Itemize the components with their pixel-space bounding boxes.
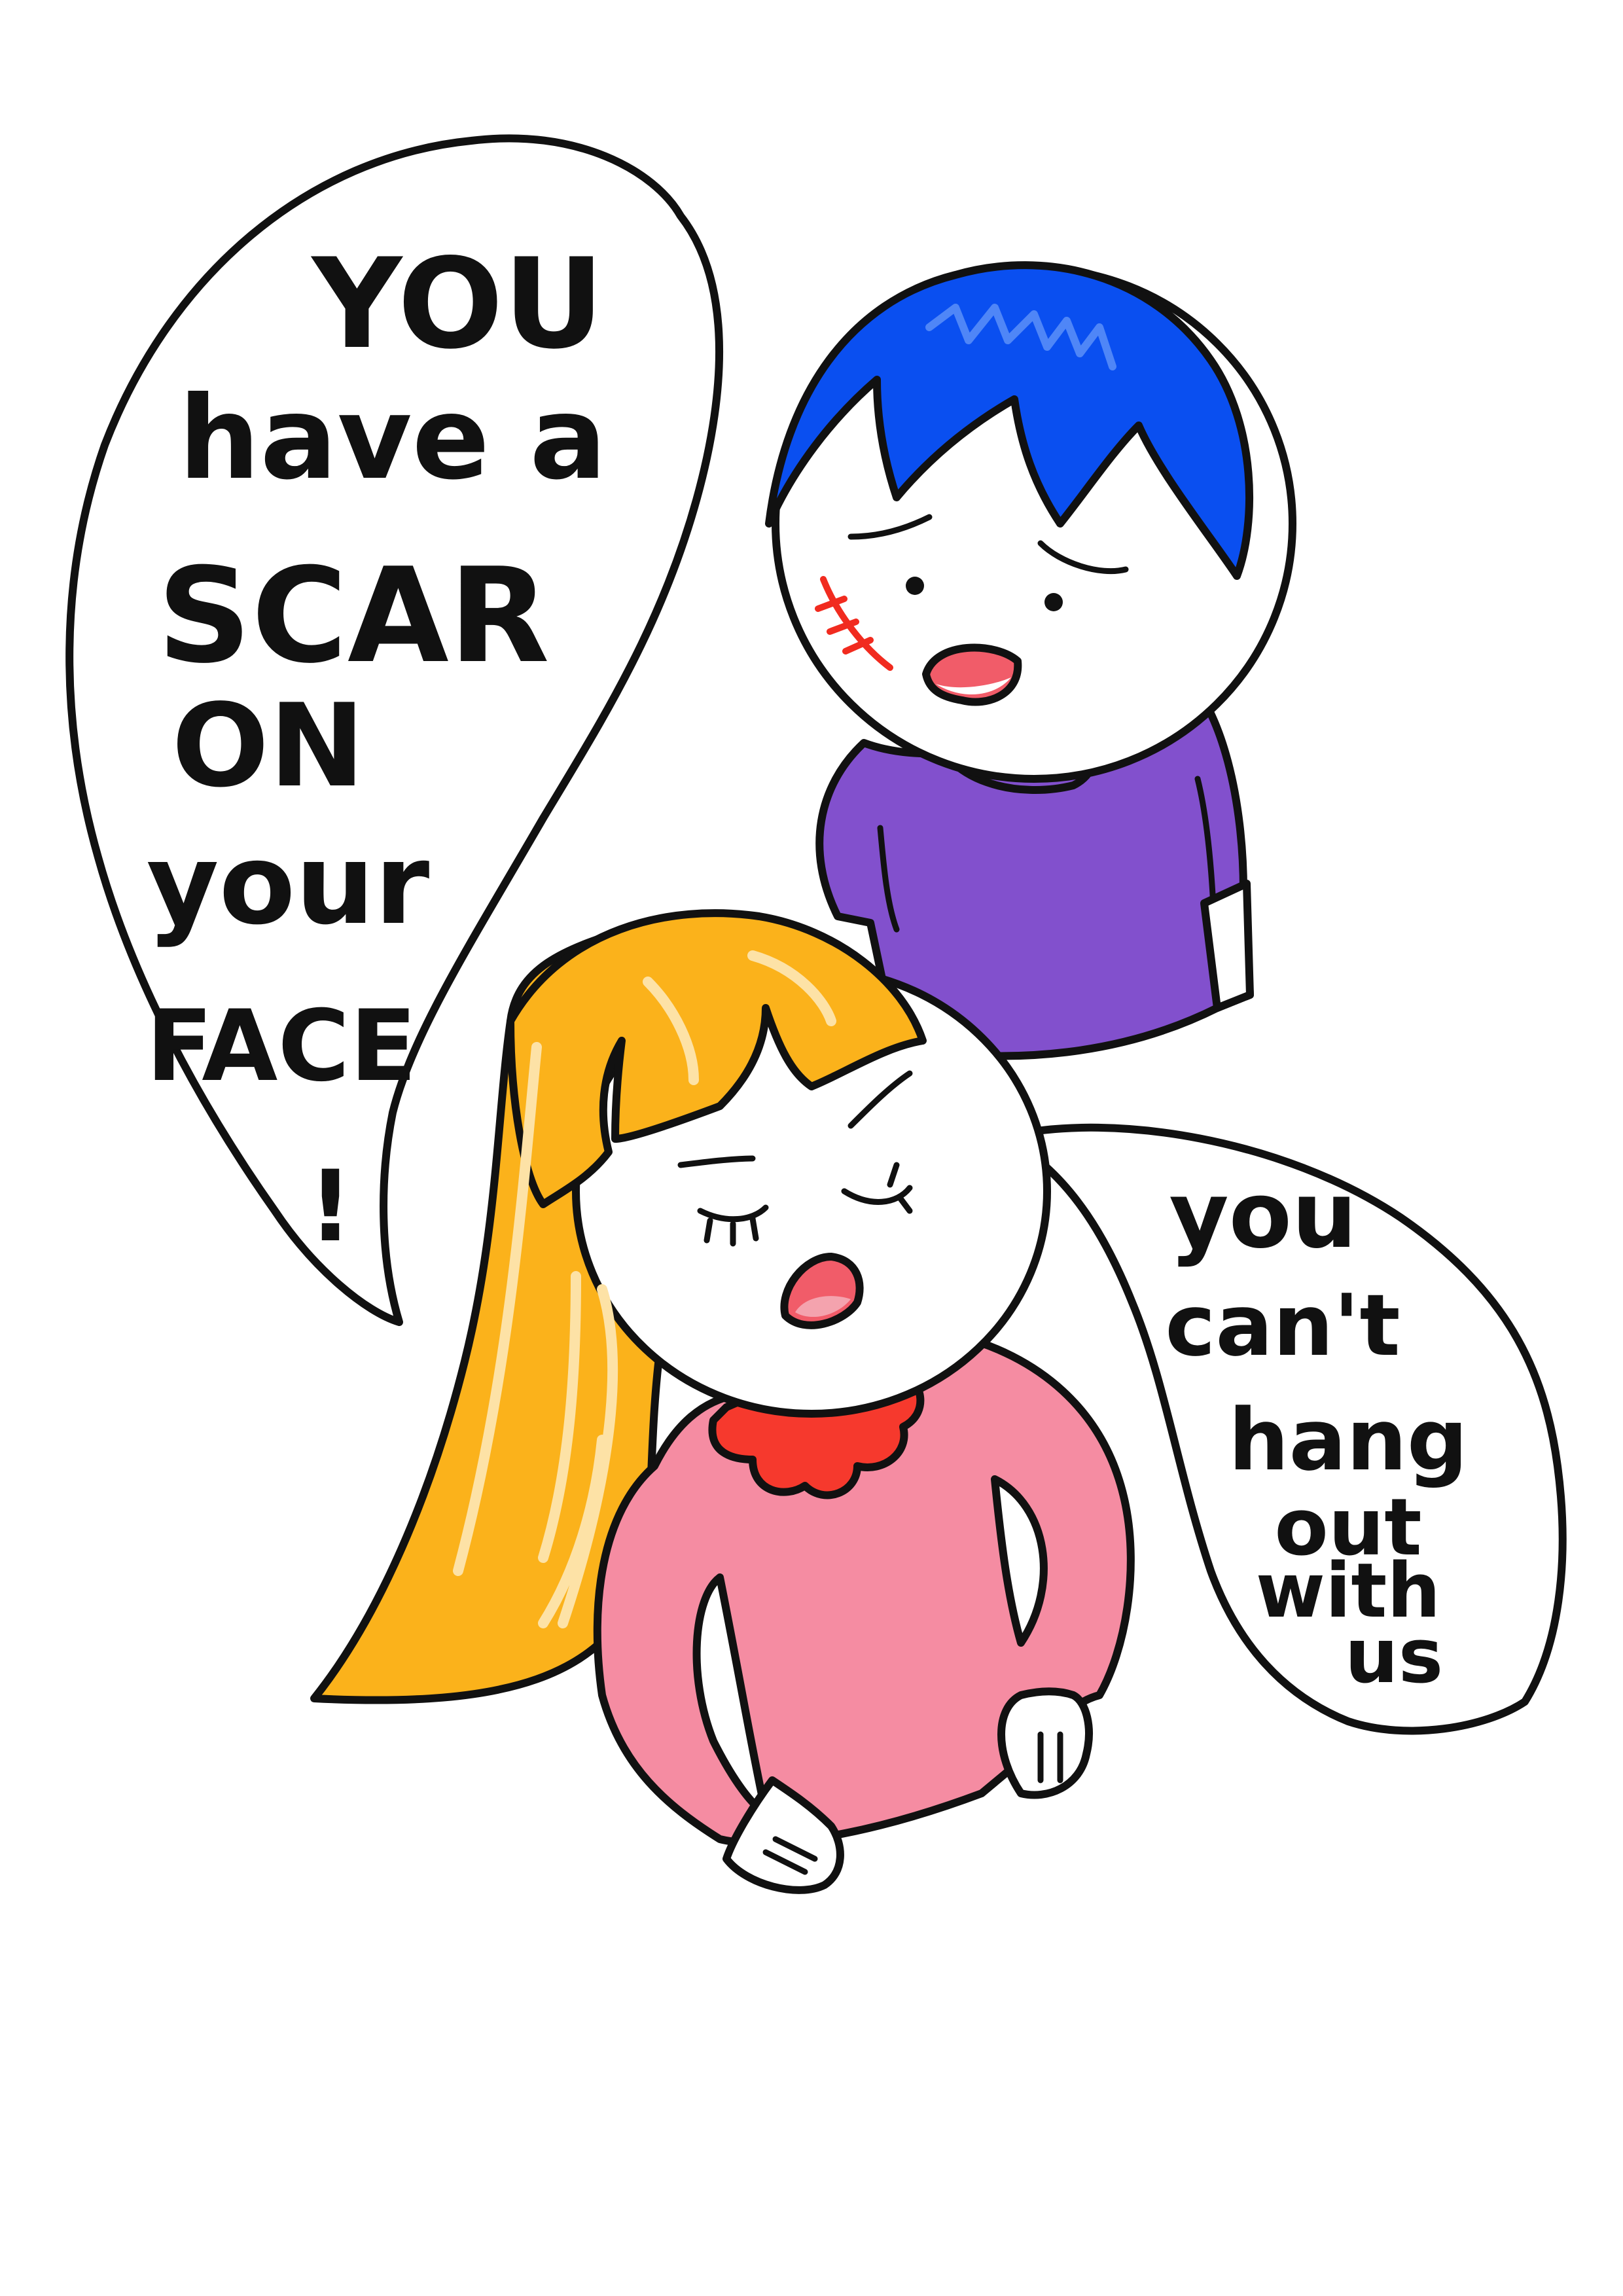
boy-eye-right: [1044, 593, 1063, 611]
left-bubble-line-3: SCAR: [157, 540, 550, 692]
left-bubble-line-7: !: [308, 1150, 353, 1264]
right-bubble-line-3: hang: [1228, 1390, 1468, 1490]
left-bubble-line-6: FACE: [146, 990, 417, 1103]
right-bubble-line-4: out: [1274, 1482, 1422, 1573]
left-bubble-line-1: YOU: [312, 232, 605, 376]
left-bubble-line-4: ON: [171, 680, 365, 813]
right-bubble-line-5: with: [1255, 1547, 1441, 1635]
boy-eye-left: [906, 577, 924, 595]
boy-character: [769, 265, 1293, 1056]
girl-right-hand: [1001, 1691, 1089, 1795]
right-bubble-line-2: can't: [1165, 1276, 1400, 1375]
right-bubble-line-6: us: [1344, 1613, 1444, 1700]
left-bubble-line-2: have a: [178, 372, 607, 505]
boy-right-cuff: [1204, 884, 1250, 1008]
right-bubble-line-1: you: [1169, 1162, 1357, 1269]
left-bubble-line-5: your: [146, 820, 430, 950]
